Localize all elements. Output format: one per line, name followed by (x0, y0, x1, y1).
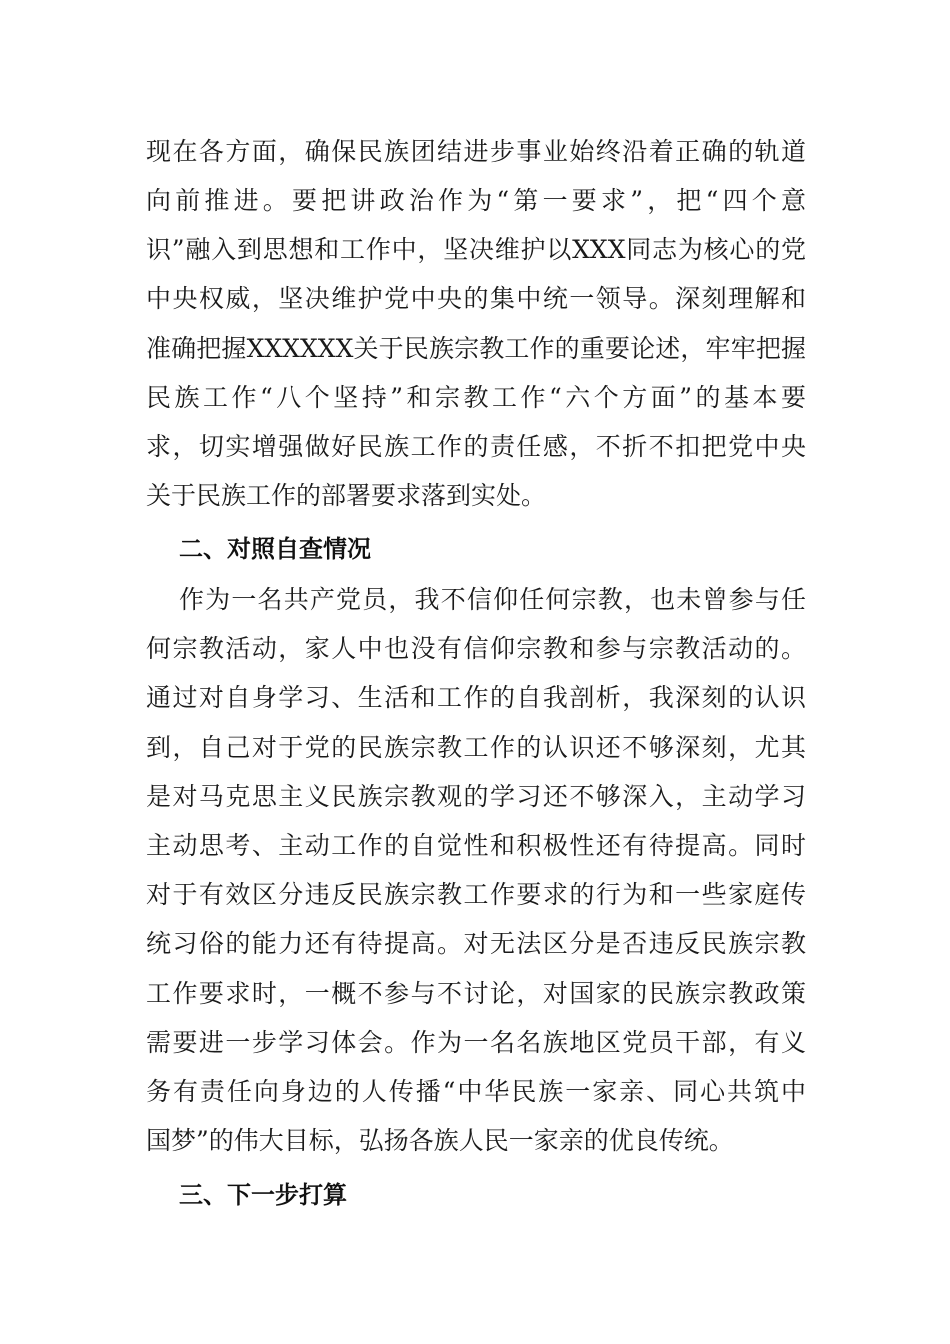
section-2-line-12: 国梦”的伟大目标，弘扬各族人民一家亲的优良传统。 (146, 1126, 734, 1155)
section-2-line-1: 作为一名共产党员，我不信仰任何宗教，也未曾参与任 (179, 585, 806, 614)
paragraph-1-line-7: 求，切实增强做好民族工作的责任感，不折不扣把党中央 (146, 432, 806, 461)
section-2-line-6: 主动思考、主动工作的自觉性和积极性还有待提高。同时 (146, 831, 806, 860)
paragraph-1-line-5: 准确把握XXXXXX关于民族宗教工作的重要论述，牢牢把握 (146, 334, 806, 363)
section-2-line-5: 是对马克思主义民族宗教观的学习还不够深入，主动学习 (146, 782, 806, 811)
section-2-line-3: 通过对自身学习、生活和工作的自我剖析，我深刻的认识 (146, 683, 806, 712)
paragraph-1-line-3: 识”融入到思想和工作中，坚决维护以XXX同志为核心的党 (146, 235, 806, 264)
section-2-line-7: 对于有效区分违反民族宗教工作要求的行为和一些家庭传 (146, 880, 806, 909)
paragraph-1-line-8: 关于民族工作的部署要求落到实处。 (146, 481, 547, 510)
paragraph-1-line-1: 现在各方面，确保民族团结进步事业始终沿着正确的轨道 (146, 137, 806, 166)
section-2-line-8: 统习俗的能力还有待提高。对无法区分是否违反民族宗教 (146, 929, 806, 958)
section-2-line-9: 工作要求时，一概不参与不讨论，对国家的民族宗教政策 (146, 979, 806, 1008)
paragraph-1-line-6: 民族工作“八个坚持”和宗教工作“六个方面”的基本要 (146, 383, 806, 412)
paragraph-1-line-4: 中央权威，坚决维护党中央的集中统一领导。深刻理解和 (146, 284, 806, 313)
paragraph-1-line-2: 向前推进。要把讲政治作为“第一要求”，把“四个意 (146, 186, 806, 215)
section-2-heading: 二、对照自查情况 (179, 535, 371, 563)
section-3-heading: 三、下一步打算 (179, 1181, 347, 1209)
section-2-line-2: 何宗教活动，家人中也没有信仰宗教和参与宗教活动的。 (146, 634, 806, 663)
section-2-line-10: 需要进一步学习体会。作为一名名族地区党员干部，有义 (146, 1028, 806, 1057)
section-2-line-4: 到，自己对于党的民族宗教工作的认识还不够深刻，尤其 (146, 733, 806, 762)
section-2-line-11: 务有责任向身边的人传播“中华民族一家亲、同心共筑中 (146, 1077, 806, 1106)
